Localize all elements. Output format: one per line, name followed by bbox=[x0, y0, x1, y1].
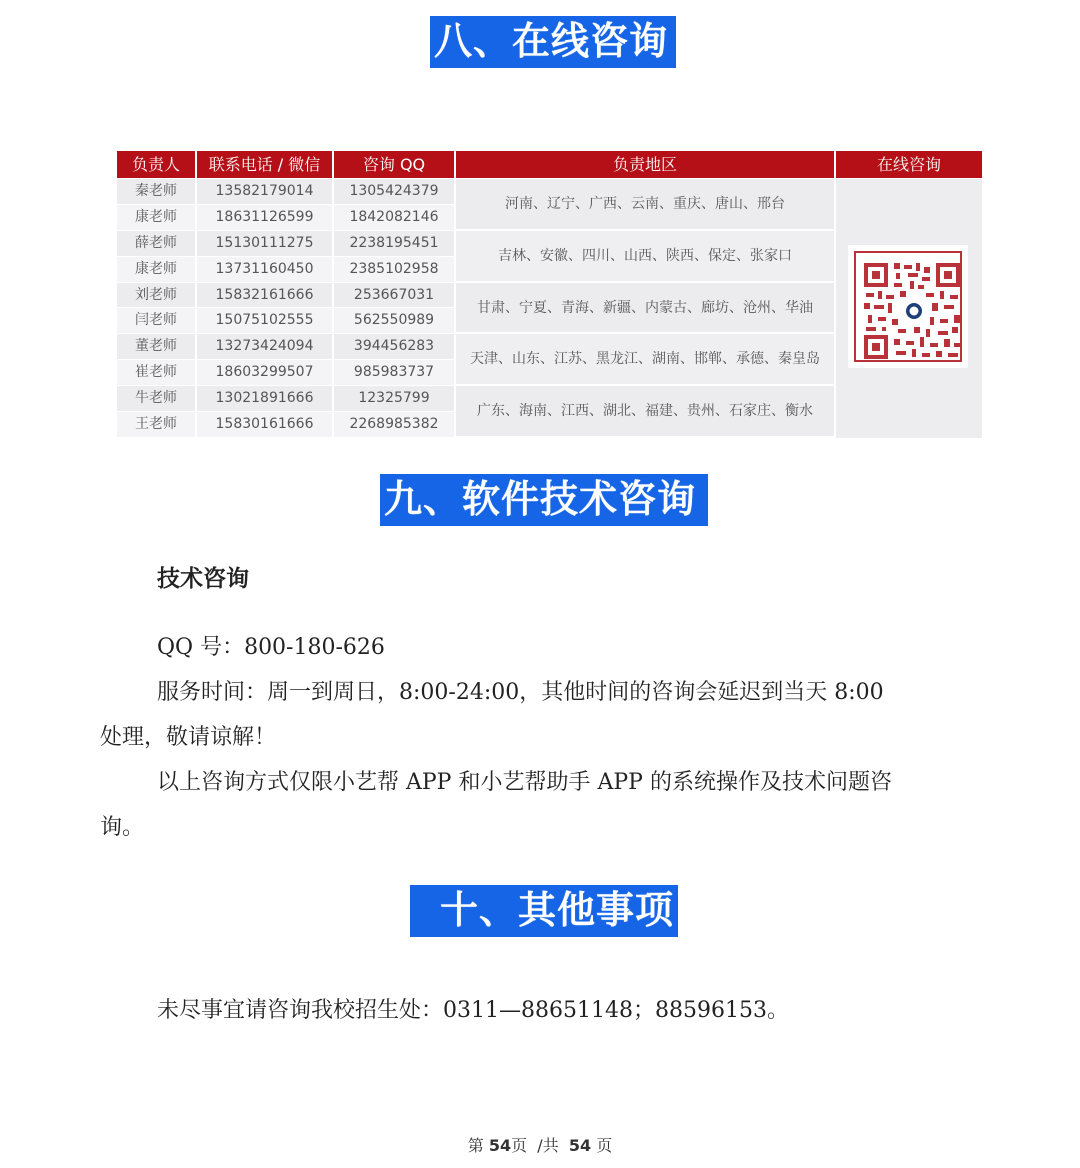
table-row bbox=[117, 412, 456, 438]
header-region: 负责地区 bbox=[456, 151, 836, 178]
table-row bbox=[117, 257, 456, 283]
cell-phone: 15130111275 bbox=[197, 231, 334, 257]
contact-table bbox=[117, 151, 982, 438]
region-cell: 甘肃、宁夏、青海、新疆、内蒙古、廊坊、沧州、华油 bbox=[456, 283, 836, 335]
cell-phone: 13582179014 bbox=[197, 179, 334, 205]
cell-name: 董老师 bbox=[117, 334, 197, 360]
cell-phone: 18603299507 bbox=[197, 360, 334, 386]
admissions-contact-line: 未尽事宜请咨询我校招生处：0311—88651148；88596153。 bbox=[157, 998, 789, 1023]
cell-phone: 15832161666 bbox=[197, 283, 334, 309]
cell-name: 康老师 bbox=[117, 257, 197, 283]
cell-qq: 562550989 bbox=[334, 308, 456, 334]
region-cell: 天津、山东、江苏、黑龙江、湖南、邯郸、承德、秦皇岛 bbox=[456, 334, 836, 386]
table-row bbox=[117, 205, 456, 231]
table-row bbox=[117, 231, 456, 257]
footer-prefix: 第 bbox=[467, 1136, 489, 1155]
section-title-tech-consult: 九、软件技术咨询 bbox=[380, 474, 708, 526]
cell-name: 崔老师 bbox=[117, 360, 197, 386]
footer-mid: 页 /共 bbox=[511, 1136, 569, 1155]
footer-suffix: 页 bbox=[591, 1136, 613, 1155]
cell-name: 秦老师 bbox=[117, 179, 197, 205]
cell-phone: 13731160450 bbox=[197, 257, 334, 283]
cell-qq: 1842082146 bbox=[334, 205, 456, 231]
cell-qq: 2268985382 bbox=[334, 412, 456, 438]
tech-subheading: 技术咨询 bbox=[157, 566, 249, 592]
cell-qq: 12325799 bbox=[334, 386, 456, 412]
current-page-number: 54 bbox=[488, 1136, 512, 1155]
cell-qq: 2238195451 bbox=[334, 231, 456, 257]
table-header bbox=[117, 151, 982, 178]
cell-qq: 2385102958 bbox=[334, 257, 456, 283]
table-row bbox=[117, 334, 456, 360]
table-row bbox=[117, 360, 456, 386]
section-title-other-matters: 十、其他事项 bbox=[410, 885, 678, 937]
header-qq: 咨询 QQ bbox=[334, 151, 456, 178]
cell-phone: 15830161666 bbox=[197, 412, 334, 438]
table-row bbox=[117, 179, 456, 205]
table-row bbox=[117, 283, 456, 309]
cell-phone: 15075102555 bbox=[197, 308, 334, 334]
service-hours-line-2: 处理，敬请谅解！ bbox=[100, 725, 277, 750]
cell-qq: 1305424379 bbox=[334, 179, 456, 205]
cell-name: 康老师 bbox=[117, 205, 197, 231]
cell-qq: 985983737 bbox=[334, 360, 456, 386]
cell-phone: 13021891666 bbox=[197, 386, 334, 412]
region-cell: 吉林、安徽、四川、山西、陕西、保定、张家口 bbox=[456, 231, 836, 283]
online-consult-cell bbox=[836, 179, 982, 438]
section-title-online-consult: 八、在线咨询 bbox=[430, 16, 676, 68]
region-column bbox=[456, 179, 836, 438]
region-cell: 广东、海南、江西、湖北、福建、贵州、石家庄、衡水 bbox=[456, 386, 836, 438]
header-person: 负责人 bbox=[117, 151, 197, 178]
cell-name: 刘老师 bbox=[117, 283, 197, 309]
header-online: 在线咨询 bbox=[836, 151, 982, 178]
header-phone: 联系电话 / 微信 bbox=[197, 151, 334, 178]
service-hours-line-1: 服务时间：周一到周日，8:00-24:00，其他时间的咨询会延迟到当天 8:00 bbox=[157, 680, 884, 705]
page-footer bbox=[0, 1133, 1080, 1156]
tech-qq-number: QQ 号：800-180-626 bbox=[157, 635, 385, 660]
region-cell: 河南、辽宁、广西、云南、重庆、唐山、邢台 bbox=[456, 179, 836, 231]
cell-name: 闫老师 bbox=[117, 308, 197, 334]
cell-name: 王老师 bbox=[117, 412, 197, 438]
contact-rows bbox=[117, 179, 456, 438]
qr-code-icon bbox=[854, 251, 962, 362]
cell-phone: 18631126599 bbox=[197, 205, 334, 231]
table-row bbox=[117, 308, 456, 334]
table-row bbox=[117, 386, 456, 412]
cell-qq: 253667031 bbox=[334, 283, 456, 309]
cell-qq: 394456283 bbox=[334, 334, 456, 360]
scope-note-line-1: 以上咨询方式仅限小艺帮 APP 和小艺帮助手 APP 的系统操作及技术问题咨 bbox=[157, 770, 892, 795]
cell-phone: 13273424094 bbox=[197, 334, 334, 360]
qr-code[interactable] bbox=[848, 245, 968, 368]
cell-name: 牛老师 bbox=[117, 386, 197, 412]
cell-name: 薛老师 bbox=[117, 231, 197, 257]
scope-note-line-2: 询。 bbox=[100, 815, 145, 840]
total-page-number: 54 bbox=[568, 1136, 592, 1155]
